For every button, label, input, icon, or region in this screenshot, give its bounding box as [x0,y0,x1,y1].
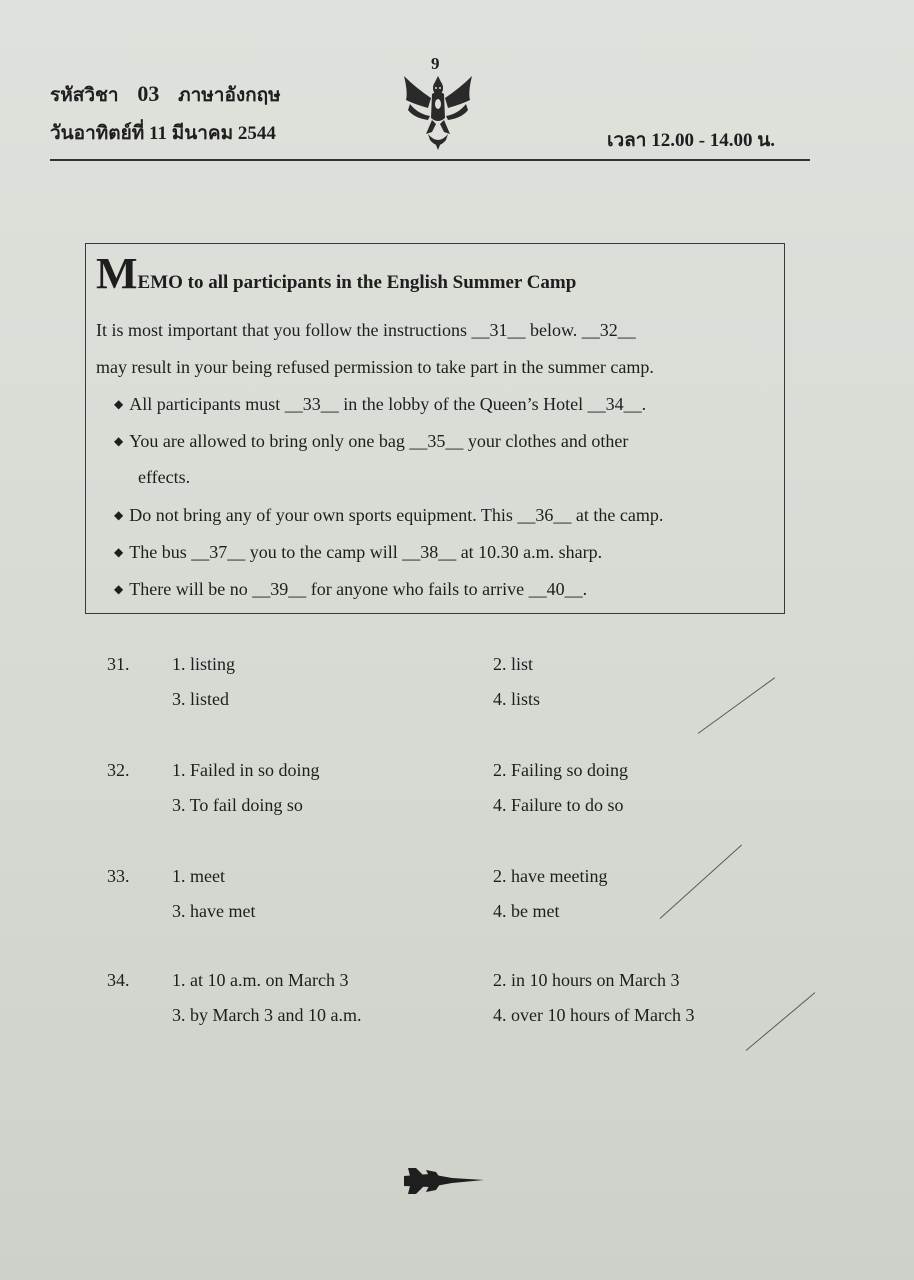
memo-title [96,248,576,299]
memo-intro-line-1: It is most important that you follow the instructions __31__ below. __32__ [96,320,636,340]
exam-time: เวลา 12.00 - 14.00 น. [607,130,776,151]
memo-bullet-text: All participants must __33__ in the lobby of the Queen’s Hotel __34__. [129,394,647,414]
memo-bullet-text: Do not bring any of your own sports equipment. This __36__ at the camp. [129,505,664,525]
jet-plane-icon [400,1162,486,1198]
diamond-bullet-icon: ◆ [114,582,124,596]
question-number: 31. [107,654,130,674]
answer-option[interactable]: 2. in 10 hours on March 3 [493,970,680,990]
answer-option[interactable]: 1. meet [172,866,225,886]
exam-header-left [50,80,281,156]
answer-option[interactable]: 1. listing [172,654,236,674]
memo-bullet-text: There will be no __39__ for anyone who fails to arrive __40__. [129,579,588,599]
question-number: 34. [107,970,130,990]
pencil-mark [746,992,816,1051]
diamond-bullet-icon: ◆ [114,434,124,448]
memo-bullet [114,431,628,452]
subject-code: 03 [137,81,160,106]
answer-option[interactable]: 2. Failing so doing [493,760,629,780]
answer-option[interactable]: 2. list [493,654,534,674]
answer-option[interactable]: 3. listed [172,689,229,709]
memo-title-initial: M [96,249,138,298]
memo-box [85,243,785,614]
answer-option[interactable]: 3. have met [172,901,256,921]
answer-option[interactable]: 3. To fail doing so [172,795,303,815]
memo-title-rest: EMO to all participants in the English Summer Camp [137,272,577,293]
answer-option[interactable]: 4. Failure to do so [493,795,624,815]
answer-option[interactable]: 1. at 10 a.m. on March 3 [172,970,349,990]
question-number: 33. [107,866,130,886]
memo-bullet [114,505,663,526]
memo-bullet-text: The bus __37__ you to the camp will __38__ at 10.30 a.m. sharp. [129,542,603,562]
diamond-bullet-icon: ◆ [114,508,124,522]
diamond-bullet-icon: ◆ [114,545,124,559]
memo-bullet [114,394,646,415]
answer-option[interactable]: 1. Failed in so doing [172,760,320,780]
memo-intro-line-2: may result in your being refused permission to take part in the summer camp. [96,357,654,377]
memo-bullet [114,542,602,563]
answer-option[interactable]: 4. lists [493,689,541,709]
pencil-mark [698,677,775,734]
answer-option[interactable]: 4. over 10 hours of March 3 [493,1005,695,1025]
memo-bullet-text: You are allowed to bring only one bag __35__ your clothes and other [129,431,629,451]
garuda-emblem-icon [398,70,478,152]
subject-label: รหัสวิชา [50,85,119,106]
diamond-bullet-icon: ◆ [114,397,124,411]
memo-bullet [114,579,587,600]
exam-date: วันอาทิตย์ที่ 11 มีนาคม 2544 [50,123,276,144]
header-divider [50,159,810,161]
answer-option[interactable]: 2. have meeting [493,866,608,886]
question-number: 32. [107,760,130,780]
pencil-mark [660,845,742,919]
memo-bullet-continuation: effects. [138,467,191,487]
subject-name: ภาษาอังกฤษ [178,85,281,106]
page-number: 9 [431,54,440,73]
answer-option[interactable]: 4. be met [493,901,560,921]
answer-option[interactable]: 3. by March 3 and 10 a.m. [172,1005,362,1025]
